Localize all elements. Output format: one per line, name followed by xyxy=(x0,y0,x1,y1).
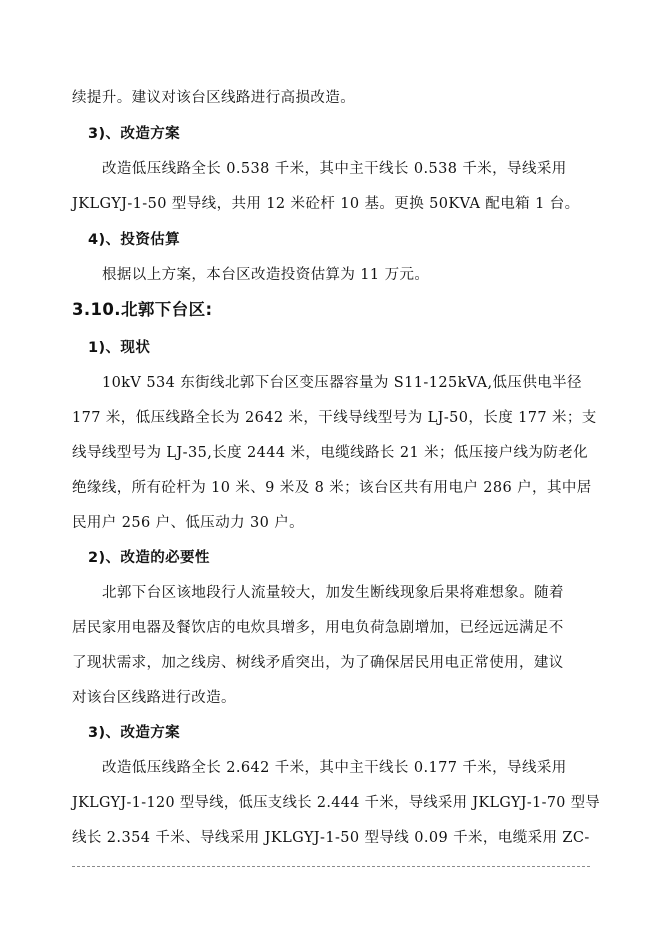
paragraph-line: 177 米，低压线路全长为 2642 米，干线导线型号为 LJ-50，长度 177 米；支 xyxy=(72,410,597,426)
paragraph-line: 续提升。建议对该台区线路进行高损改造。 xyxy=(72,90,356,106)
paragraph-line: 绝缘线，所有砼杆为 10 米、9 米及 8 米；该台区共有用电户 286 户，其中居 xyxy=(72,480,592,496)
paragraph-line: JKLGYJ-1-120 型导线，低压支线长 2.444 千米，导线采用 JKLGYJ-1-70 型导 xyxy=(72,795,601,811)
paragraph-line: 10kV 534 东街线北郭下台区变压器容量为 S11-125kVA,低压供电半径 xyxy=(102,375,582,391)
paragraph-line: 居民家用电器及餐饮店的电炊具增多，用电负荷急剧增加，已经远远满足不 xyxy=(72,620,564,636)
heading-investment-estimate: 4)、投资估算 xyxy=(88,232,181,248)
paragraph-line: 民用户 256 户、低压动力 30 户。 xyxy=(72,515,305,531)
paragraph-line: 改造低压线路全长 2.642 千米，其中主干线长 0.177 千米，导线采用 xyxy=(102,760,567,776)
paragraph-line: 了现状需求，加之线房、树线矛盾突出，为了确保居民用电正常使用，建议 xyxy=(72,655,564,671)
paragraph-line: 对该台区线路进行改造。 xyxy=(72,690,236,706)
paragraph-line: JKLGYJ-1-50 型导线，共用 12 米砼杆 10 基。更换 50KVA 配电箱 1 台。 xyxy=(72,196,580,212)
paragraph-line: 线长 2.354 千米、导线采用 JKLGYJ-1-50 型导线 0.09 千米，电缆采用 ZC- xyxy=(72,830,590,846)
heading-current-status: 1)、现状 xyxy=(88,340,151,356)
heading-renovation-plan-2: 3)、改造方案 xyxy=(88,725,181,741)
footer-divider xyxy=(72,866,590,867)
paragraph-line: 根据以上方案，本台区改造投资估算为 11 万元。 xyxy=(102,267,430,283)
paragraph-line: 北郭下台区该地段行人流量较大，加发生断线现象后果将难想象。随着 xyxy=(102,585,564,601)
paragraph-line: 改造低压线路全长 0.538 千米，其中主干线长 0.538 千米，导线采用 xyxy=(102,161,567,177)
heading-necessity: 2)、改造的必要性 xyxy=(88,550,210,566)
section-title: 3.10.北郭下台区: xyxy=(72,300,213,319)
heading-renovation-plan: 3)、改造方案 xyxy=(88,126,181,142)
paragraph-line: 线导线型号为 LJ-35,长度 2444 米，电缆线路长 21 米；低压接户线为防老化 xyxy=(72,445,588,461)
